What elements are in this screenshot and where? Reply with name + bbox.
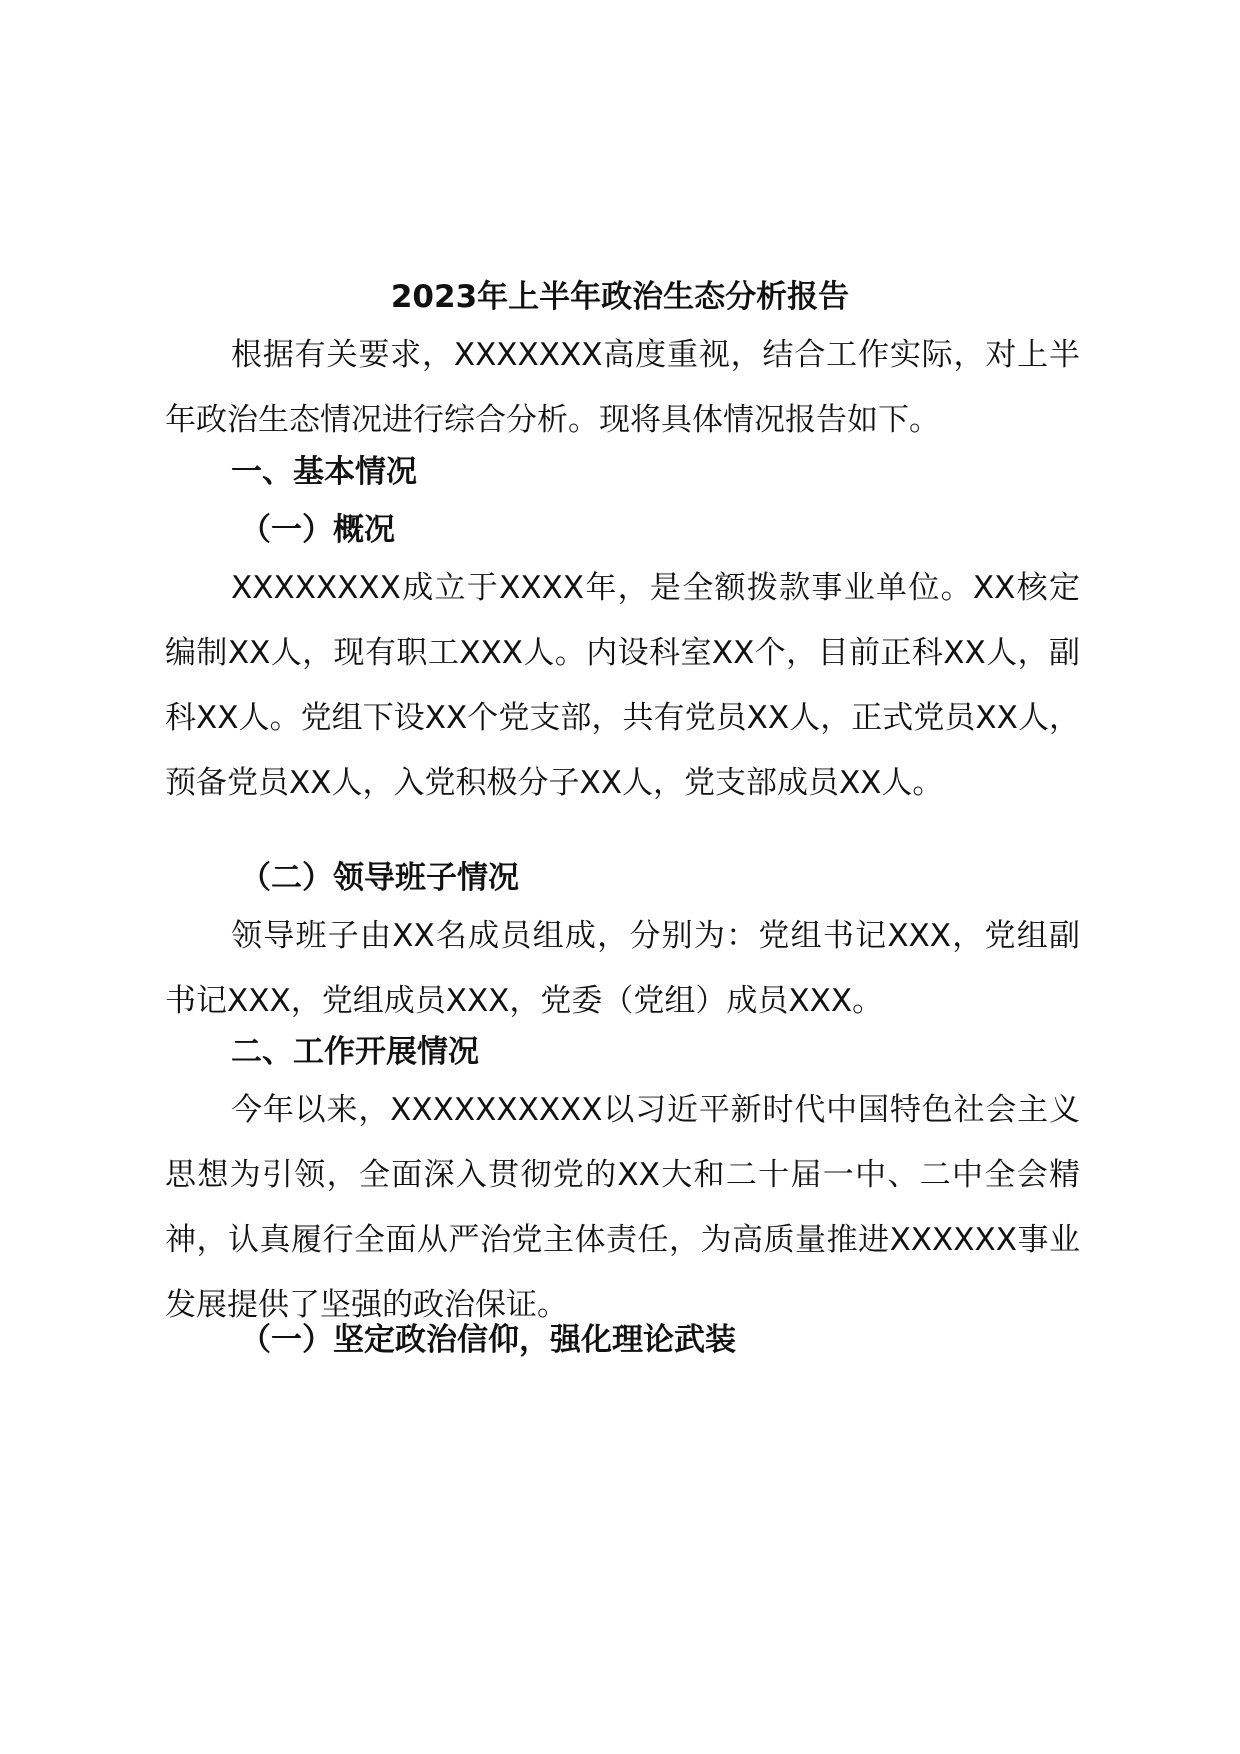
subsection-heading-political-faith: （一）坚定政治信仰，强化理论武装: [240, 1322, 736, 1358]
document-title: 2023年上半年政治生态分析报告: [390, 279, 850, 315]
intro-paragraph: 根据有关要求，XXXXXXX高度重视，结合工作实际，对上半年政治生态情况进行综合分析。现将具体情况报告如下。: [165, 337, 1080, 438]
section-heading-work-progress: 二、工作开展情况: [231, 1034, 479, 1070]
subsection-heading-leadership: （二）领导班子情况: [240, 860, 519, 896]
section-heading-basic-situation: 一、基本情况: [231, 454, 417, 490]
work-progress-paragraph: 今年以来，XXXXXXXXXX以习近平新时代中国特色社会主义思想为引领，全面深入贯彻党的XX大和二十届一中、二中全会精神，认真履行全面从严治党主体责任，为高质量推进XXXXXX事业发展提供了坚强的政治保证。: [165, 1092, 1080, 1323]
overview-paragraph: XXXXXXXX成立于XXXX年，是全额拨款事业单位。XX核定编制XX人，现有职工XXX人。内设科室XX个，目前正科XX人，副科XX人。党组下设XX个党支部，共有党员XX人，正式党员XX人，预备党员XX人，入党积极分子XX人，党支部成员XX人。: [165, 570, 1080, 801]
leadership-paragraph: 领导班子由XX名成员组成，分别为：党组书记XXX，党组副书记XXX，党组成员XXX，党委（党组）成员XXX。: [165, 918, 1080, 1019]
subsection-heading-overview: （一）概况: [240, 512, 395, 548]
